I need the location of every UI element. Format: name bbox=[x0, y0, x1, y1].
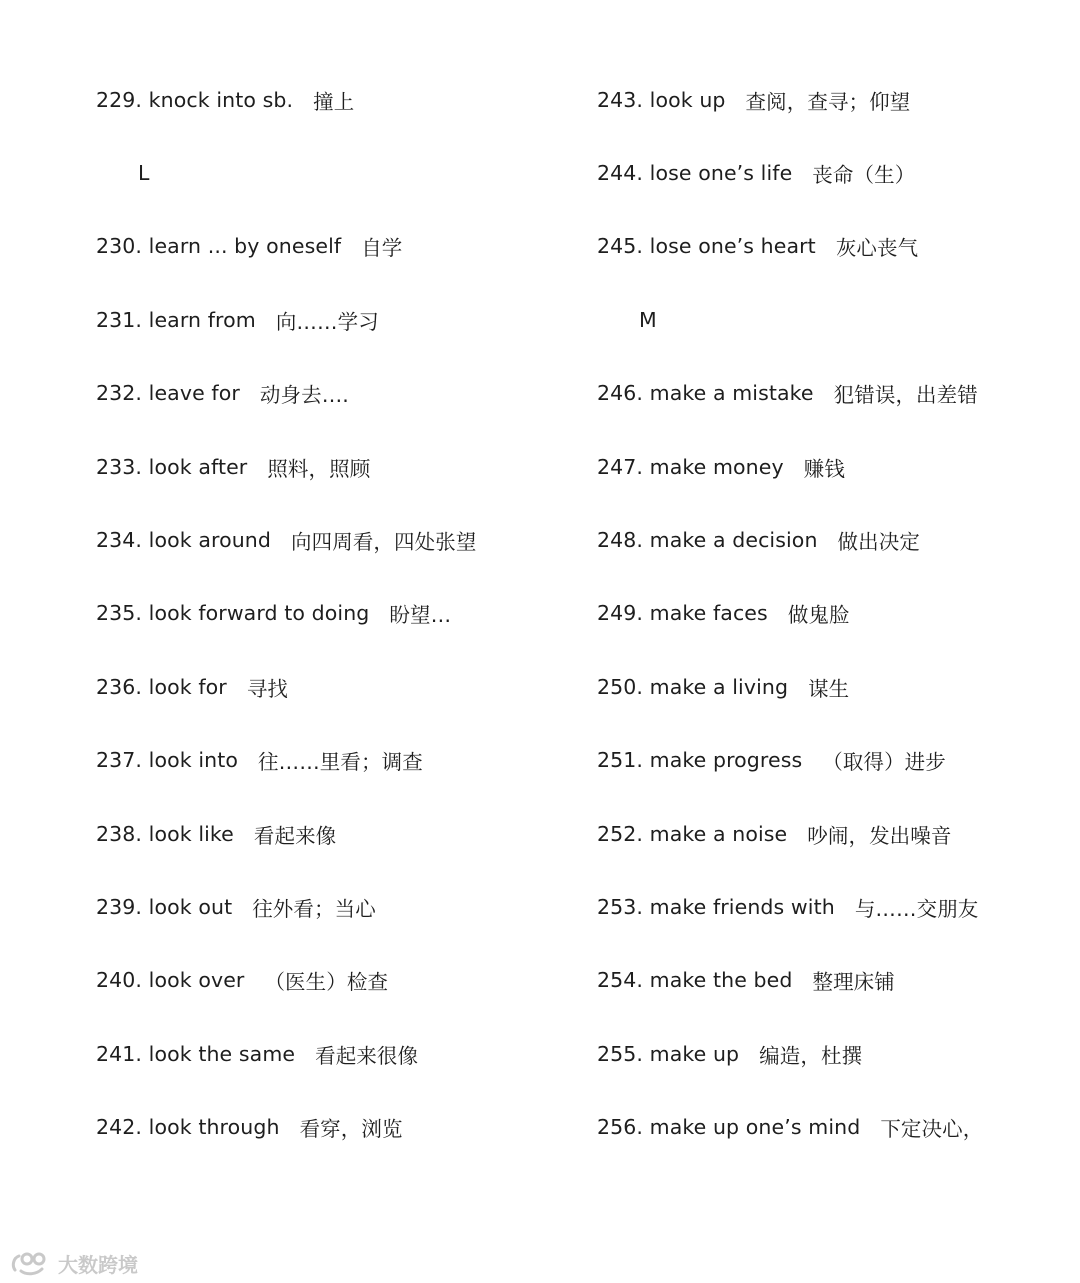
entry-term: 234. look around bbox=[96, 528, 272, 553]
entry-term: 248. make a decision bbox=[597, 528, 818, 553]
vocab-entry bbox=[597, 63, 1067, 136]
entry-meaning: 做鬼脸 bbox=[787, 603, 850, 628]
vocab-entry bbox=[597, 503, 1067, 576]
entry-term: 233. look after bbox=[96, 454, 248, 479]
entry-term: 243. look up bbox=[597, 87, 726, 112]
vocab-entry bbox=[96, 430, 566, 503]
entry-term: 242. look through bbox=[96, 1115, 280, 1140]
entry-meaning: 看穿，浏览 bbox=[299, 1117, 403, 1142]
section-letter bbox=[96, 136, 566, 209]
vocab-entry bbox=[597, 430, 1067, 503]
entry-term: 249. make faces bbox=[597, 601, 768, 626]
entry-term: 238. look like bbox=[96, 821, 234, 846]
entry-meaning: 赚钱 bbox=[803, 456, 845, 481]
entry-meaning: 做出决定 bbox=[837, 530, 920, 555]
vocab-entry bbox=[96, 63, 566, 136]
entry-meaning: 向……学习 bbox=[275, 309, 379, 334]
entry-meaning: 撞上 bbox=[313, 89, 355, 114]
watermark bbox=[10, 1247, 138, 1279]
entry-meaning: 与……交朋友 bbox=[854, 896, 979, 921]
entry-term: 229. knock into sb. bbox=[96, 87, 294, 112]
entry-meaning: 向四周看，四处张望 bbox=[291, 530, 477, 555]
entry-meaning: 查阅，查寻；仰望 bbox=[745, 89, 911, 114]
entry-meaning: 盼望… bbox=[389, 603, 452, 628]
entry-meaning: 谋生 bbox=[808, 676, 850, 701]
entry-meaning: 下定决心， bbox=[880, 1117, 984, 1142]
vocab-entry bbox=[597, 577, 1067, 650]
vocab-entry bbox=[96, 283, 566, 356]
entry-meaning: 整理床铺 bbox=[812, 970, 895, 995]
vocab-entry bbox=[96, 1090, 566, 1163]
entry-meaning: （取得）进步 bbox=[822, 750, 946, 775]
vocab-entry bbox=[96, 870, 566, 943]
vocab-entry bbox=[597, 650, 1067, 723]
vocab-entry bbox=[597, 1017, 1067, 1090]
vocab-entry bbox=[597, 136, 1067, 209]
entry-meaning: 寻找 bbox=[246, 676, 289, 701]
entry-term: 241. look the same bbox=[96, 1041, 296, 1066]
entry-term: 256. make up one’s mind bbox=[597, 1115, 861, 1140]
entry-meaning: 吵闹，发出噪音 bbox=[807, 823, 952, 848]
entry-meaning: 往外看；当心 bbox=[252, 896, 376, 921]
left-column bbox=[96, 63, 566, 1164]
entry-term: 251. make progress bbox=[597, 748, 803, 773]
entry-term: 237. look into bbox=[96, 748, 238, 773]
vocab-entry bbox=[96, 503, 566, 576]
vocab-entry bbox=[96, 577, 566, 650]
vocab-entry bbox=[96, 650, 566, 723]
section-letter bbox=[597, 283, 1067, 356]
vocab-entry bbox=[597, 357, 1067, 430]
entry-term: 247. make money bbox=[597, 454, 784, 479]
vocab-entry bbox=[96, 357, 566, 430]
section-letter-text: M bbox=[639, 307, 657, 332]
watermark-logo-icon bbox=[10, 1250, 54, 1276]
entry-meaning: （医生）检查 bbox=[264, 970, 389, 995]
entry-meaning: 犯错误，出差错 bbox=[833, 383, 978, 408]
entry-term: 253. make friends with bbox=[597, 894, 835, 919]
entry-meaning: 往……里看；调查 bbox=[258, 750, 423, 775]
vocab-entry bbox=[597, 210, 1067, 283]
entry-term: 254. make the bed bbox=[597, 968, 793, 993]
entry-term: 252. make a noise bbox=[597, 821, 788, 846]
section-letter-text: L bbox=[138, 161, 150, 186]
entry-meaning: 动身去…. bbox=[259, 383, 349, 408]
vocab-entry bbox=[96, 210, 566, 283]
vocab-entry bbox=[597, 1090, 1067, 1163]
entry-term: 232. leave for bbox=[96, 381, 240, 406]
entry-term: 231. learn from bbox=[96, 307, 256, 332]
vocab-entry bbox=[597, 797, 1067, 870]
entry-term: 239. look out bbox=[96, 894, 233, 919]
entry-meaning: 照料，照顾 bbox=[267, 456, 371, 481]
entry-term: 250. make a living bbox=[597, 674, 789, 699]
entry-term: 244. lose one’s life bbox=[597, 161, 793, 186]
entry-meaning: 编造，杜撰 bbox=[759, 1043, 863, 1068]
entry-term: 235. look forward to doing bbox=[96, 601, 370, 626]
entry-meaning: 看起来像 bbox=[253, 823, 337, 848]
vocab-entry bbox=[597, 870, 1067, 943]
vocab-entry bbox=[96, 1017, 566, 1090]
right-column bbox=[597, 63, 1067, 1164]
vocab-entry bbox=[96, 944, 566, 1017]
entry-term: 236. look for bbox=[96, 674, 227, 699]
vocab-entry bbox=[96, 724, 566, 797]
entry-term: 245. lose one’s heart bbox=[597, 234, 816, 259]
entry-meaning: 看起来很像 bbox=[315, 1043, 419, 1068]
entry-term: 246. make a mistake bbox=[597, 381, 814, 406]
vocab-entry bbox=[597, 724, 1067, 797]
vocab-entry bbox=[597, 944, 1067, 1017]
entry-meaning: 丧命（生） bbox=[812, 163, 916, 188]
vocab-entry bbox=[96, 797, 566, 870]
entry-meaning: 自学 bbox=[361, 236, 403, 261]
entry-meaning: 灰心丧气 bbox=[835, 236, 919, 261]
entry-term: 255. make up bbox=[597, 1041, 740, 1066]
watermark-text: 大数跨境 bbox=[58, 1252, 138, 1277]
entry-term: 240. look over bbox=[96, 968, 245, 993]
entry-term: 230. learn ... by oneself bbox=[96, 234, 342, 259]
